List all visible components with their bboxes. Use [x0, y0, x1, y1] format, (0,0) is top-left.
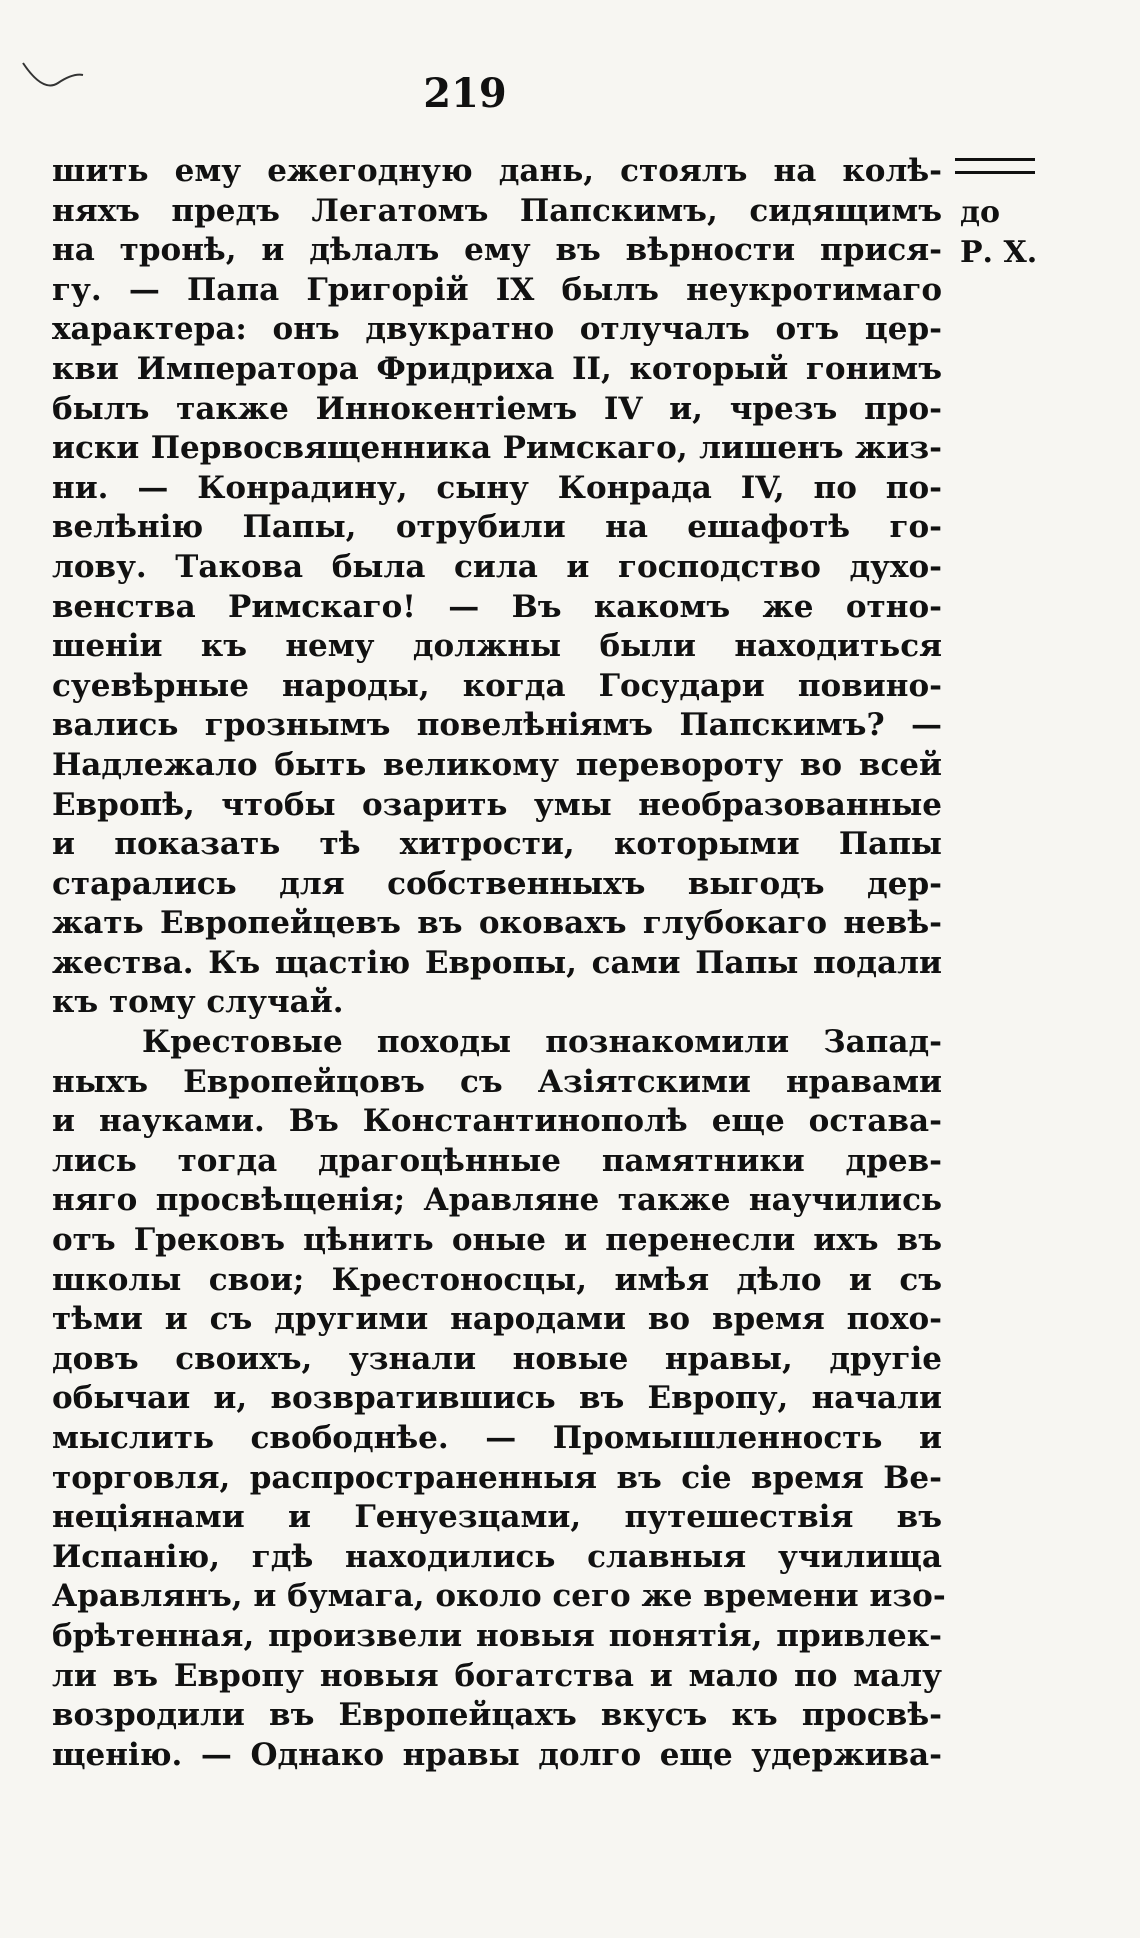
text-line: характера: онъ двукратно отлучалъ отъ цер- [52, 311, 942, 348]
text-line: жать Европейцевъ въ оковахъ глубокаго невѣ- [52, 905, 942, 942]
margin-rule [955, 158, 1035, 174]
text-line: на тронѣ, и дѣлалъ ему въ вѣрности прися- [52, 232, 942, 269]
text-line: Надлежало быть великому перевороту во всей [52, 746, 942, 783]
text-line: возродили въ Европейцахъ вкусъ къ просвѣ- [52, 1697, 942, 1734]
text-line: лову. Такова была сила и господство духо- [52, 548, 942, 585]
text-line: мыслить свободнѣе. — Промышленность и [52, 1420, 942, 1456]
text-line: няго просвѣщенія; Аравляне также научились [52, 1182, 942, 1219]
text-line: венства Римскаго! — Въ какомъ же отно- [52, 588, 942, 625]
text-line: шеніи къ нему должны были находиться [52, 628, 942, 665]
text-line: иски Первосвященника Римскаго, лишенъ жиз- [52, 430, 942, 467]
text-line: гу. — Папа Григорій IX былъ неукротимаго [52, 271, 942, 308]
text-line: шить ему ежегодную дань, стоялъ на колѣ- [52, 153, 942, 189]
text-line: школы свои; Крестоносцы, имѣя дѣло и съ [52, 1261, 942, 1298]
margin-note-era-line-2: Р. Х. [960, 235, 1038, 270]
text-line: лись тогда драгоцѣнные памятники древ- [52, 1142, 942, 1179]
text-line-paragraph-start: Крестовые походы познакомили Запад- [142, 1024, 942, 1061]
text-line: довъ своихъ, узнали новые нравы, другіе [52, 1340, 942, 1377]
page-number: 219 [423, 70, 507, 117]
text-line: и науками. Въ Константинополѣ еще остава- [52, 1103, 942, 1140]
text-line: суевѣрные народы, когда Государи повино- [52, 667, 942, 704]
text-line: старались для собственныхъ выгодъ дер- [52, 865, 942, 902]
body-text [52, 152, 946, 1775]
text-line: жества. Къ щастію Европы, сами Папы подали [52, 944, 942, 981]
text-line: былъ также Иннокентіемъ IV и, чрезъ про- [52, 390, 942, 427]
text-line: брѣтенная, произвели новыя понятія, привлек- [52, 1617, 942, 1654]
text-line: Испанію, гдѣ находились славныя училища [52, 1538, 942, 1575]
text-line: тѣми и съ другими народами во время похо- [52, 1301, 942, 1338]
text-line: Аравлянъ, и бумага, около сего же времени изо- [52, 1578, 946, 1615]
text-line: отъ Грековъ цѣнить оные и перенесли ихъ въ [52, 1222, 942, 1259]
text-line: обычаи и, возвратившись въ Европу, начали [52, 1380, 942, 1417]
text-line: велѣнію Папы, отрубили на ешафотѣ го- [52, 509, 942, 546]
text-line: торговля, распространенныя въ сіе время Ве- [52, 1459, 942, 1496]
text-line: ли въ Европу новыя богатства и мало по малу [52, 1657, 942, 1694]
text-line: няхъ предъ Легатомъ Папскимъ, сидящимъ [52, 192, 942, 229]
pen-mark-icon [18, 55, 88, 95]
text-line: кви Императора Фридриха II, который гонимъ [52, 350, 942, 387]
text-line: Европѣ, чтобы озарить умы необразованные [52, 786, 942, 823]
text-line: ни. — Конрадину, сыну Конрада IV, по по- [52, 469, 942, 506]
text-line: вались грознымъ повелѣніямъ Папскимъ? — [52, 707, 942, 744]
margin-note-era-line-1: до [960, 195, 1001, 230]
text-line: ныхъ Европейцовъ съ Азіятскими нравами [52, 1063, 942, 1100]
text-line-paragraph-end: къ тому случай. [52, 984, 344, 1021]
text-line: щенію. — Однако нравы долго еще удержива- [52, 1736, 942, 1773]
text-line: и показать тѣ хитрости, которыми Папы [52, 826, 942, 863]
text-line: неціянами и Генуезцами, путешествія въ [52, 1499, 942, 1536]
